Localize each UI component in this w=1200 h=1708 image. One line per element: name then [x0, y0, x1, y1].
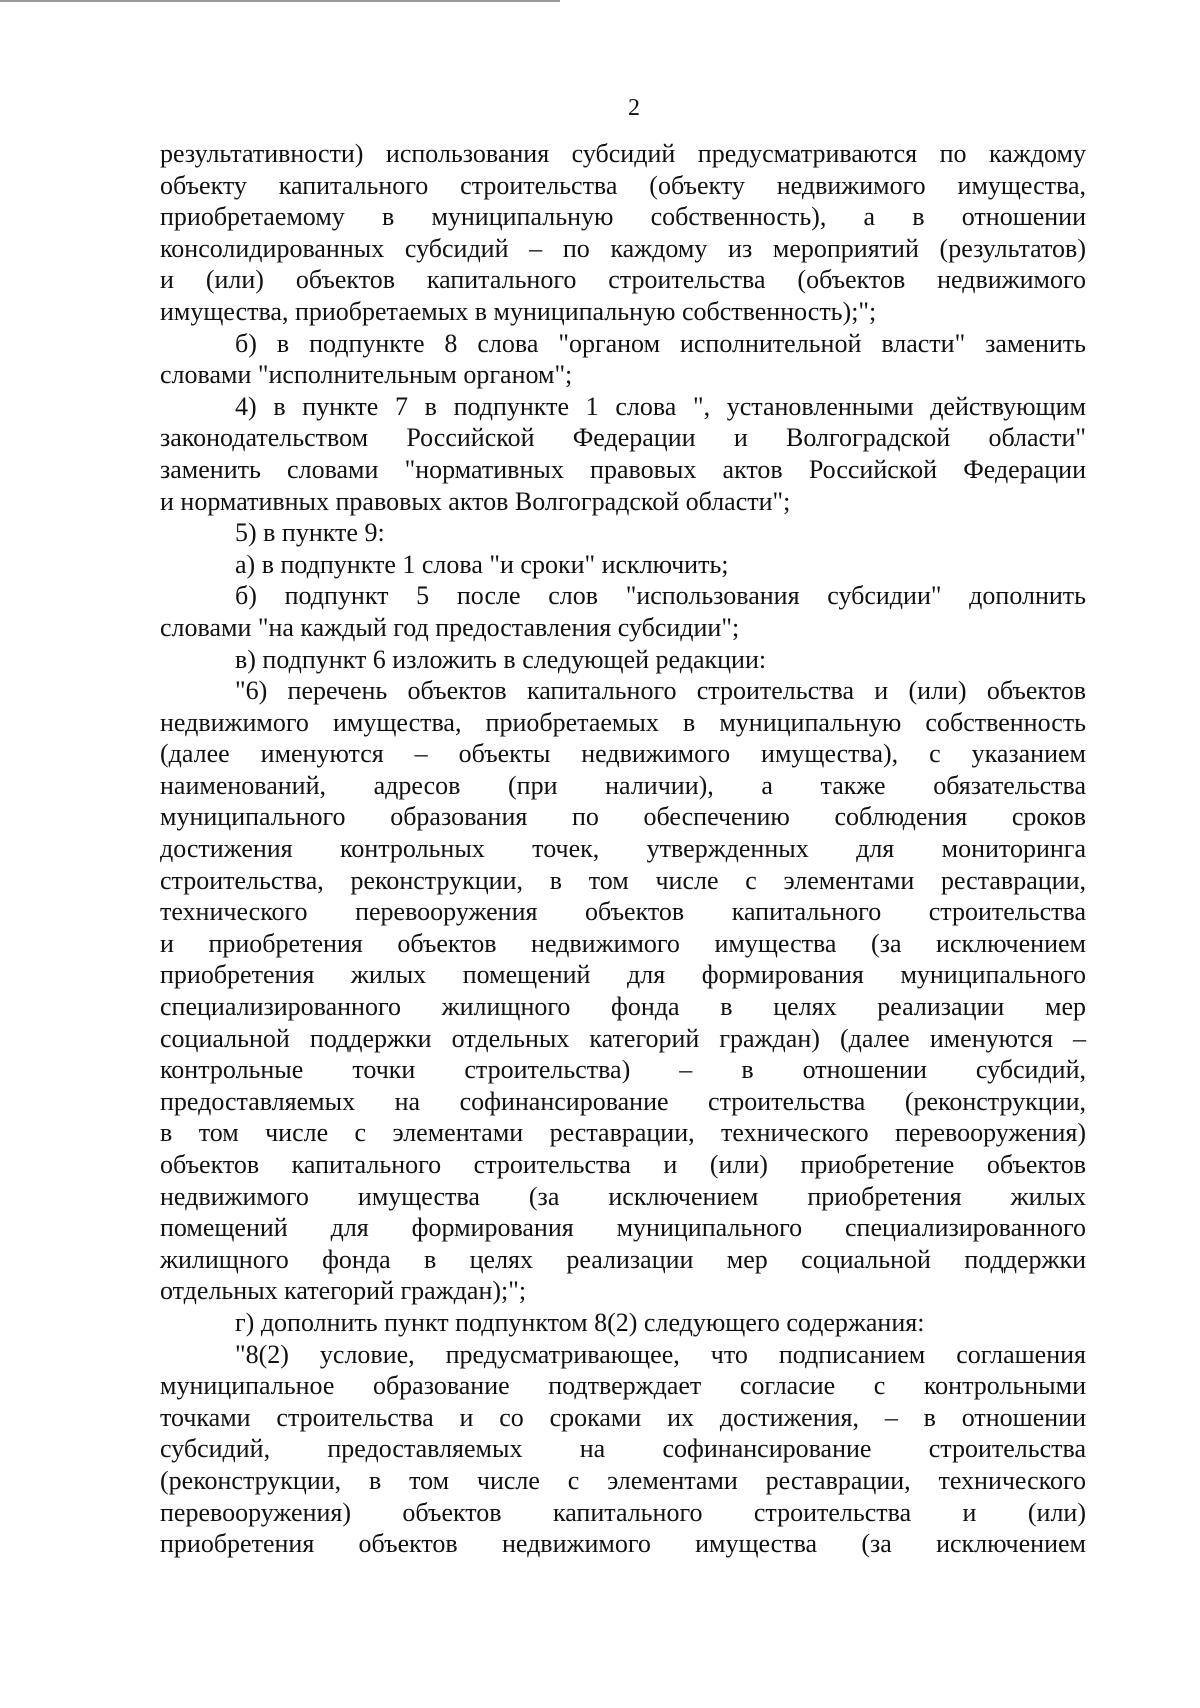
text-line: словами "исполнительным органом";: [160, 360, 573, 390]
scan-edge-line: [0, 0, 560, 2]
text-line: 5) в пункте 9:: [235, 518, 385, 548]
text-line: контрольные точки строительства) – в отношении субсидий,: [160, 1055, 1086, 1085]
text-line: и приобретения объектов недвижимого имущества (за исключением: [160, 928, 1086, 958]
text-line: словами "на каждый год предоставления субсидии";: [160, 612, 740, 642]
text-line: объектов капитального строительства и (или) приобретение объектов: [160, 1150, 1086, 1179]
text-line: отдельных категорий граждан);";: [160, 1276, 527, 1306]
text-line: муниципальное образование подтверждает согласие с контрольными: [160, 1371, 1086, 1401]
text-line: приобретаемому в муниципальную собственность), а в отношении: [160, 202, 1086, 232]
document-body: [160, 138, 1086, 1560]
text-line: 4) в пункте 7 в подпункте 1 слова ", установленными действующим: [235, 391, 1086, 421]
text-line: б) в подпункте 8 слова "органом исполнительной власти" заменить: [235, 328, 1086, 358]
text-line: приобретения жилых помещений для формирования муниципального: [160, 960, 1086, 990]
text-line: социальной поддержки отдельных категорий граждан) (далее именуются –: [160, 1023, 1086, 1053]
text-line: заменить словами "нормативных правовых актов Российской Федерации: [160, 454, 1086, 484]
text-line: жилищного фонда в целях реализации мер социальной поддержки: [160, 1244, 1086, 1274]
text-line: (реконструкции, в том числе с элементами реставрации, технического: [160, 1465, 1086, 1495]
text-line: наименований, адресов (при наличии), а также обязательства: [160, 770, 1086, 800]
text-line: технического перевооружения объектов капитального строительства: [160, 897, 1086, 927]
text-line: и нормативных правовых актов Волгоградской области";: [160, 486, 791, 516]
text-line: "6) перечень объектов капитального строительства и (или) объектов: [235, 676, 1086, 706]
text-line: результативности) использования субсидий предусматриваются по каждому: [160, 139, 1086, 168]
text-line: имущества, приобретаемых в муниципальную собственность);";: [160, 296, 877, 326]
text-line: объекту капитального строительства (объекту недвижимого имущества,: [160, 170, 1086, 200]
text-line: (далее именуются – объекты недвижимого имущества), с указанием: [160, 739, 1086, 769]
text-line: муниципального образования по обеспечению соблюдения сроков: [160, 802, 1086, 832]
text-line: перевооружения) объектов капитального строительства и (или): [160, 1497, 1086, 1527]
text-line: б) подпункт 5 после слов "использования субсидии" дополнить: [235, 581, 1086, 611]
text-line: консолидированных субсидий – по каждому из мероприятий (результатов): [160, 233, 1086, 263]
page-number: 2: [628, 95, 640, 121]
text-line: строительства, реконструкции, в том числе с элементами реставрации,: [160, 865, 1086, 895]
text-line: недвижимого имущества, приобретаемых в муниципальную собственность: [160, 707, 1086, 737]
text-line: и (или) объектов капитального строительства (объектов недвижимого: [160, 265, 1086, 295]
text-line: "8(2) условие, предусматривающее, что подписанием соглашения: [235, 1339, 1086, 1369]
text-line: законодательством Российской Федерации и Волгоградской области": [160, 423, 1086, 453]
text-line: помещений для формирования муниципального специализированного: [160, 1213, 1086, 1243]
text-line: в том числе с элементами реставрации, технического перевооружения): [160, 1118, 1086, 1148]
text-line: предоставляемых на софинансирование строительства (реконструкции,: [160, 1086, 1086, 1116]
text-line: недвижимого имущества (за исключением приобретения жилых: [160, 1181, 1086, 1211]
text-line: субсидий, предоставляемых на софинансирование строительства: [160, 1434, 1086, 1464]
text-line: точками строительства и со сроками их достижения, – в отношении: [160, 1402, 1086, 1432]
text-line: достижения контрольных точек, утвержденных для мониторинга: [160, 834, 1086, 864]
text-line: приобретения объектов недвижимого имущества (за исключением: [160, 1529, 1086, 1559]
text-line: а) в подпункте 1 слова "и сроки" исключить;: [235, 549, 729, 579]
text-line: специализированного жилищного фонда в целях реализации мер: [160, 992, 1086, 1022]
text-line: г) дополнить пункт подпунктом 8(2) следующего содержания:: [235, 1307, 925, 1337]
text-line: в) подпункт 6 изложить в следующей редакции:: [235, 644, 767, 674]
